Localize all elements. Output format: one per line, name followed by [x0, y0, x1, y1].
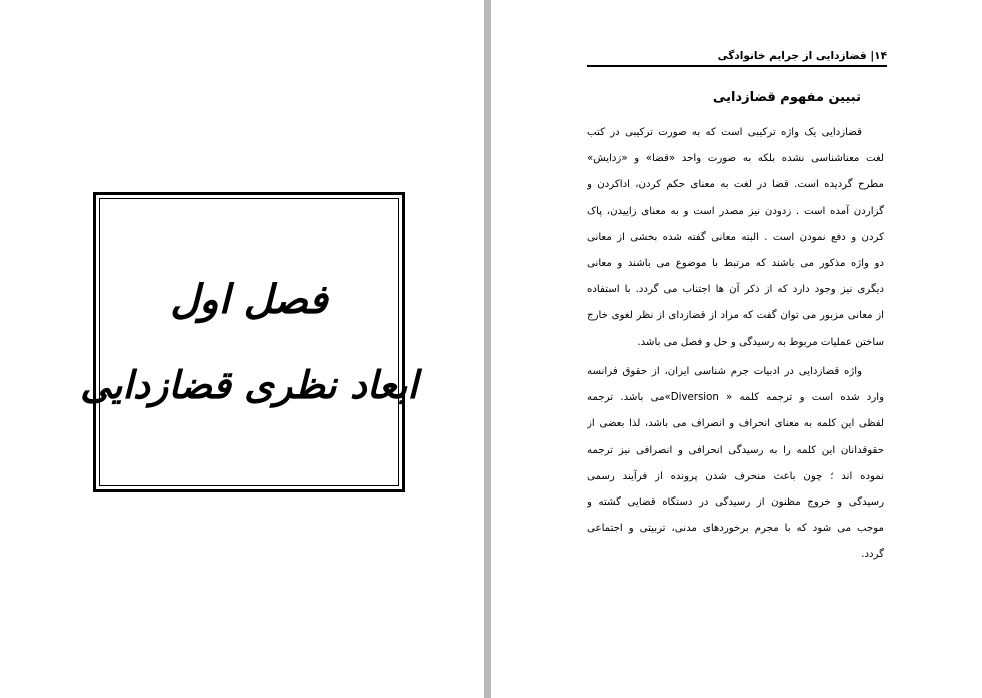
- paragraph-line: وارد شده است و ترجمه کلمه « Diversion»می باشد. ترجمه: [587, 392, 884, 404]
- paragraph-line: لغت معناشناسی نشده بلکه به صورت واحد «قضا» و «زدایش»: [587, 153, 884, 165]
- paragraph-line: گزاردن آمده است . زدودن نیز مصدر است و به معنای زاییدن، پاک: [587, 205, 884, 217]
- running-header: ۱۴| قضازدایی از جرایم خانوادگی: [717, 50, 887, 62]
- chapter-title: فصل اول: [170, 276, 328, 324]
- chapter-title-box-inner: [80, 198, 418, 486]
- paragraph-line: رسیدگی و خروج مظنون از رسیدگی در دستگاه قضایی گشته و: [587, 497, 884, 509]
- paragraph-line: گردد.: [861, 549, 884, 561]
- paragraph-line: حقوقدانان این کلمه را به رسیدگی انحرافی و انصرافی نیز ترجمه: [587, 444, 884, 456]
- body-paragraph-2: [587, 359, 884, 569]
- paragraph-line: قضازدایی یک واژه ترکیبی است که به صورت ترکیبی در کتب: [587, 127, 862, 138]
- paragraph-line: دیگری نیز وجود دارد که از ذکر آن ها اجتناب می گردد. با استفاده: [587, 284, 884, 296]
- section-heading: تبیین مفهوم قضازدایی: [712, 90, 861, 105]
- left-page: [0, 0, 484, 698]
- paragraph-line: ساختن عملیات مربوط به رسیدگی و حل و فصل می باشد.: [637, 336, 884, 348]
- paragraph-line: موجب می شود که با مجرم برخوردهای مدنی، تربیتی و اجتماعی: [587, 523, 884, 535]
- paragraph-line: واژه قضازدایی در ادبیات جرم شناسی ایران، از حقوق فرانسه: [587, 366, 862, 377]
- chapter-subtitle: ابعاد نظری قضازدایی: [80, 362, 418, 408]
- header-rule: [587, 65, 887, 67]
- paragraph-line: نموده اند ؛ چون باعث منحرف شدن پرونده از فرآیند رسمی: [587, 470, 884, 482]
- paragraph-line: لفظی این کلمه به معنای انحراف و انصراف می باشد، لذا بعضی از: [587, 418, 884, 430]
- paragraph-line: کردن و دفع نمودن است . البته معانی گفته شده بخشی از معانی: [587, 231, 884, 243]
- paragraph-line: از معانی مزبور می توان گفت که مراد از قضازدای از نظر لغوی خارج: [587, 310, 884, 322]
- paragraph-line: دو واژه مذکور می باشند که مرتبط با موضوع می باشند و معانی: [587, 258, 884, 270]
- paragraph-line: مطرح گردیده است. قضا در لغت به معنای حکم کردن، اداکردن و: [587, 179, 884, 191]
- right-page: [491, 0, 982, 698]
- body-paragraph-1: [587, 120, 884, 356]
- chapter-title-box: [80, 192, 418, 492]
